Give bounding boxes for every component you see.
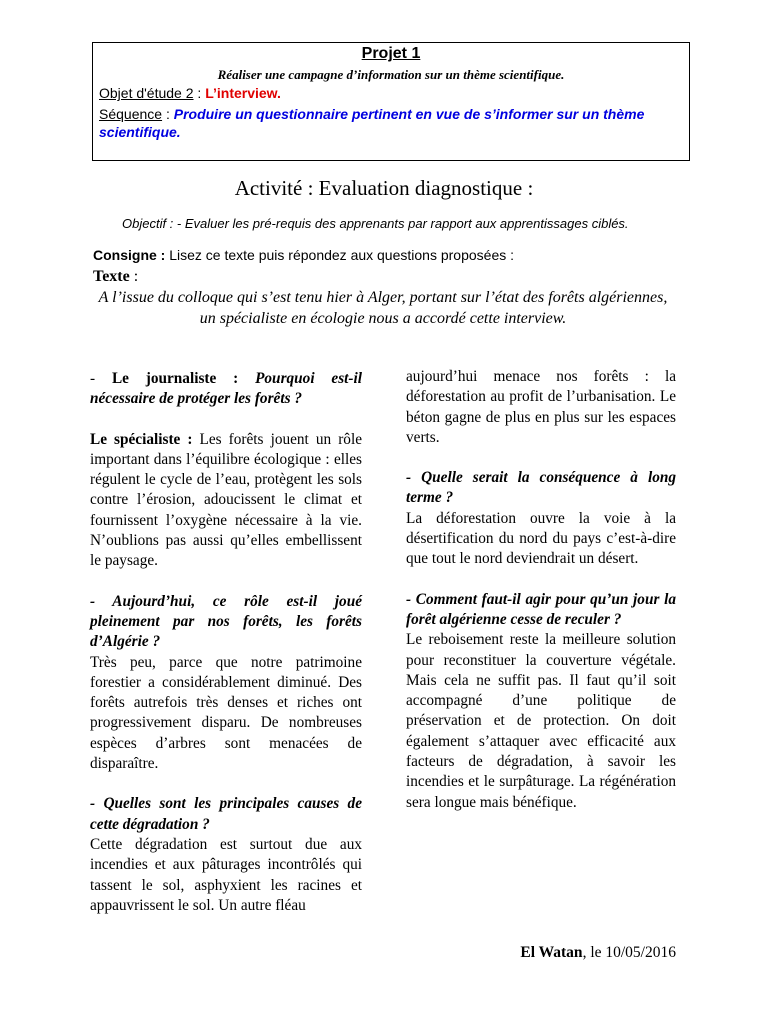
sequence-line (99, 105, 675, 141)
answer-3: Cette dégradation est surtout due aux incendies et aux pâturages incontrôlés qui tassent le sol, asphyxient les racines et appauvrissent le sol. Un autre fléau (90, 835, 362, 914)
interview-left-column (90, 369, 362, 916)
answer-1 (90, 430, 362, 572)
texte-colon: : (129, 268, 139, 285)
project-description: Réaliser une campagne d’information sur un thème scientifique. (217, 67, 565, 82)
project-header-box (92, 42, 690, 161)
sequence-separator: : (162, 106, 174, 122)
question-3: - Quelles sont les principales causes de cette dégradation ? (90, 795, 362, 833)
answer-5: Le reboisement reste la meilleure solution pour reconstituer la couverture végétale. Mais cela ne suffit pas. Il faut qu’il soit accompagné d’une politique de préservation et de protection. On doit également s’attaquer avec efficacité aux facteurs de dégradation, à savoir les incendies et le surpâturage. La régénération sera longue mais bénéfique. (406, 631, 676, 811)
question-1 (90, 369, 362, 410)
activity-title: Activité : Evaluation diagnostique : (234, 176, 534, 200)
consigne-text: Lisez ce texte puis répondez aux questions proposées : (165, 247, 515, 263)
objet-etude-value: L’interview. (205, 85, 281, 101)
journalist-speaker: Le journaliste : (111, 370, 239, 387)
question-4: - Quelle serait la conséquence à long terme ? (406, 469, 676, 507)
consigne-line (93, 247, 514, 263)
source-name: El Watan (520, 944, 583, 961)
sequence-label: Séquence (99, 106, 163, 122)
intro-paragraph: A l’issue du colloque qui s’est tenu hier à Alger, portant sur l’état des forêts algériennes, un spécialiste en écologie nous a accordé cette interview. (98, 289, 668, 327)
objet-etude-label: Objet d'étude 2 (99, 85, 194, 101)
objet-etude-separator: : (193, 85, 206, 101)
answer-2: Très peu, parce que notre patrimoine forestier a considérablement diminué. Des forêts autrefois très denses et riches ont progressivement disparu. De nombreuses espèces d’arbres sont menacées de disparaître. (90, 653, 362, 773)
source-line (520, 944, 676, 962)
answer-1-text: Les forêts jouent un rôle important dans l’équilibre écologique : elles régulent le cycle de l’eau, protègent les sols contre l’érosion, adoucissent le climat et fournissent l’oxygène nécessaire à la vie. N’oublions pas aussi qu’elles embellissent le paysage. (90, 430, 362, 570)
project-title: Projet 1 (361, 45, 421, 62)
objet-etude-line (99, 85, 281, 101)
texte-label: Texte (93, 268, 130, 285)
consigne-label: Consigne : (93, 247, 166, 263)
answer-4: La déforestation ouvre la voie à la désertification du nord du pays c’est-à-dire que tout le nord deviendrait un désert. (406, 509, 676, 568)
question-1-text: Pourquoi est-il nécessaire de protéger les forêts ? (90, 370, 362, 408)
objectif-line: Objectif : - Evaluer les pré-requis des apprenants par rapport aux apprentissages ciblés. (122, 216, 629, 231)
question-5: - Comment faut-il agir pour qu’un jour la forêt algérienne cesse de reculer ? (406, 590, 676, 628)
interview-right-column (406, 367, 676, 813)
specialist-speaker: Le spécialiste : (90, 430, 193, 448)
sequence-value: Produire un questionnaire pertinent en vue de s’informer sur un thème scientifique. (99, 106, 645, 140)
question-1-prefix: - (90, 370, 112, 387)
source-date: , le 10/05/2016 (582, 944, 676, 961)
question-2: - Aujourd’hui, ce rôle est-il joué pleinement par nos forêts, les forêts d’Algérie ? (90, 592, 362, 651)
answer-3-continued: aujourd’hui menace nos forêts : la déforestation au profit de l’urbanisation. Le béton gagne de plus en plus sur les espaces verts. (406, 368, 676, 446)
texte-heading (93, 268, 138, 286)
